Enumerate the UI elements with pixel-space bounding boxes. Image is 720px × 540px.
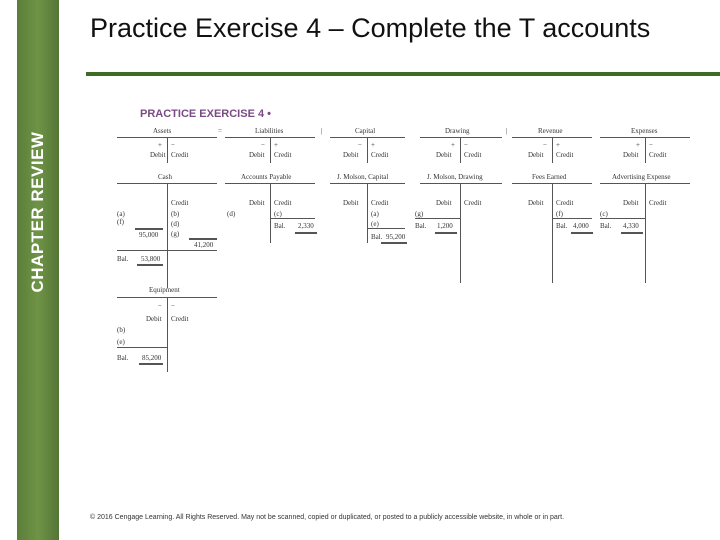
adv-bal-label: Bal. [600, 222, 612, 230]
cash-bal-rule [117, 250, 217, 251]
capital-bal-label: Bal. [371, 233, 383, 241]
fees-bal: 4,000 [573, 222, 589, 230]
stem-revenue [552, 137, 553, 163]
ap-bal-underline [295, 232, 317, 234]
equipment-debit-entry: (e) [117, 338, 125, 346]
capital-bal-rule [367, 228, 405, 229]
cash-credit-entry: (g) [171, 230, 180, 238]
liab-plus: + [274, 141, 278, 149]
cash-bal-label: Bal. [117, 255, 129, 263]
fees-bal-underline [571, 232, 593, 234]
adv-debit-hdr: Debit [623, 199, 639, 207]
capital-credit-entry: (e) [371, 220, 379, 228]
chapter-sidebar [0, 0, 62, 540]
drawing-bal-rule [415, 218, 460, 219]
ap-debit-hdr: Debit [249, 199, 265, 207]
exp-credit: Credit [649, 151, 667, 159]
eq-liabilities: Liabilities [255, 127, 284, 135]
assets-minus: − [171, 141, 175, 149]
cash-credit-entry: (b) [171, 210, 180, 218]
eq-expenses: Expenses [631, 127, 658, 135]
acct-cash-name: Cash [158, 173, 172, 181]
drawing-bal: 1,200 [437, 222, 453, 230]
equip-minus-right: − [171, 302, 175, 310]
acct-advertising-name: Advertising Expense [612, 173, 671, 181]
assets-plus: + [158, 141, 162, 149]
acct-fees-name: Fees Earned [532, 173, 567, 181]
liab-credit: Credit [274, 151, 292, 159]
equipment-bal-label: Bal. [117, 354, 129, 362]
exp-debit: Debit [623, 151, 639, 159]
capital-bal-underline [381, 242, 407, 244]
exp-plus: + [636, 141, 640, 149]
cash-bal: 53,800 [141, 255, 161, 263]
ap-bal-rule [270, 218, 315, 219]
ap-debit-entry: (d) [227, 210, 236, 218]
t-ap-stem [270, 183, 271, 243]
adv-debit-entry: (c) [600, 210, 608, 218]
drawing-debit-entry: (g) [415, 210, 424, 218]
eq-assets: Assets [153, 127, 172, 135]
t-equipment-stem [167, 297, 168, 372]
slide-title: Practice Exercise 4 – Complete the T accounts [90, 13, 651, 43]
equipment-bal-rule [117, 347, 167, 348]
ap-credit-hdr: Credit [274, 199, 292, 207]
cash-credit-total: 41,200 [194, 241, 214, 249]
cash-bal-underline [137, 264, 163, 266]
liab-debit: Debit [249, 151, 265, 159]
acct-drawing-name: J. Molson, Drawing [427, 173, 483, 181]
t-capital-stem [367, 183, 368, 243]
equipment-debit-entry: (b) [117, 326, 126, 334]
rev-credit: Credit [556, 151, 574, 159]
equip-minus-left: − [158, 302, 162, 310]
acct-ap-name: Accounts Payable [241, 173, 292, 181]
rev-minus: − [543, 141, 547, 149]
cash-debit-entry: (a) [117, 210, 125, 218]
t-fees-stem [552, 183, 553, 283]
drawing-bal-label: Bal. [415, 222, 427, 230]
eq-bar-1: | [321, 127, 323, 135]
cash-credit-hdr: Credit [171, 199, 189, 207]
adv-bal-rule [600, 218, 645, 219]
equipment-debit-hdr: Debit [146, 315, 162, 323]
cap-debit: Debit [343, 151, 359, 159]
eq-capital: Capital [355, 127, 376, 135]
ap-credit-entry: (c) [274, 210, 282, 218]
eq-equals: = [218, 127, 222, 135]
stem-expenses [645, 137, 646, 163]
acct-equipment-name: Equipment [149, 286, 180, 294]
stem-assets [167, 137, 168, 163]
cash-debit-total: 95,000 [139, 231, 159, 239]
cap-minus: − [358, 141, 362, 149]
t-drawing-top [420, 183, 502, 184]
cap-credit: Credit [371, 151, 389, 159]
adv-bal: 4,330 [623, 222, 639, 230]
eq-drawing: Drawing [445, 127, 470, 135]
equipment-bal: 85,200 [142, 354, 162, 362]
assets-debit: Debit [150, 151, 166, 159]
rev-debit: Debit [528, 151, 544, 159]
rule-drawing [420, 137, 502, 138]
adv-credit-hdr: Credit [649, 199, 667, 207]
fees-debit-hdr: Debit [528, 199, 544, 207]
copyright-footer: © 2016 Cengage Learning. All Rights Reserved. May not be scanned, copied or duplicated, or posted to a publicly accessible website, in whole or in part. [90, 514, 565, 521]
liab-minus: − [261, 141, 265, 149]
equipment-bal-underline [139, 363, 163, 365]
rev-plus: + [556, 141, 560, 149]
draw-debit: Debit [436, 151, 452, 159]
stem-liabilities [270, 137, 271, 163]
t-advertising-stem [645, 183, 646, 283]
t-cash-stem [167, 183, 168, 288]
stem-drawing [460, 137, 461, 163]
title-rule [86, 72, 720, 76]
capital-credit-hdr: Credit [371, 199, 389, 207]
draw-plus: + [451, 141, 455, 149]
draw-minus: − [464, 141, 468, 149]
stem-capital [367, 137, 368, 163]
equipment-credit-hdr: Credit [171, 315, 189, 323]
capital-credit-entry: (a) [371, 210, 379, 218]
sidebar-label: CHAPTER REVIEW [28, 131, 47, 293]
cap-plus: + [371, 141, 375, 149]
assets-credit: Credit [171, 151, 189, 159]
drawing-debit-hdr: Debit [436, 199, 452, 207]
cash-credit-total-rule [189, 238, 217, 240]
eq-bar-2: | [506, 127, 508, 135]
drawing-credit-hdr: Credit [464, 199, 482, 207]
cash-debit-entry: (f) [117, 218, 124, 226]
fees-credit-entry: (f) [556, 210, 563, 218]
drawing-bal-underline [435, 232, 457, 234]
fees-bal-label: Bal. [556, 222, 568, 230]
exercise-figure [115, 104, 695, 379]
cash-debit-total-rule [135, 228, 163, 230]
t-drawing-stem [460, 183, 461, 283]
cash-credit-entry: (d) [171, 220, 180, 228]
exercise-heading-text: PRACTICE EXERCISE 4 [140, 108, 265, 120]
exercise-heading [140, 108, 271, 120]
heading-marker: • [267, 108, 272, 120]
exp-minus: − [649, 141, 653, 149]
fees-bal-rule [552, 218, 592, 219]
fees-credit-hdr: Credit [556, 199, 574, 207]
acct-capital-name: J. Molson, Capital [337, 173, 389, 181]
adv-bal-underline [621, 232, 643, 234]
capital-debit-hdr: Debit [343, 199, 359, 207]
ap-bal-label: Bal. [274, 222, 286, 230]
capital-bal: 95,200 [386, 233, 406, 241]
draw-credit: Credit [464, 151, 482, 159]
eq-revenue: Revenue [538, 127, 563, 135]
ap-bal: 2,330 [298, 222, 314, 230]
